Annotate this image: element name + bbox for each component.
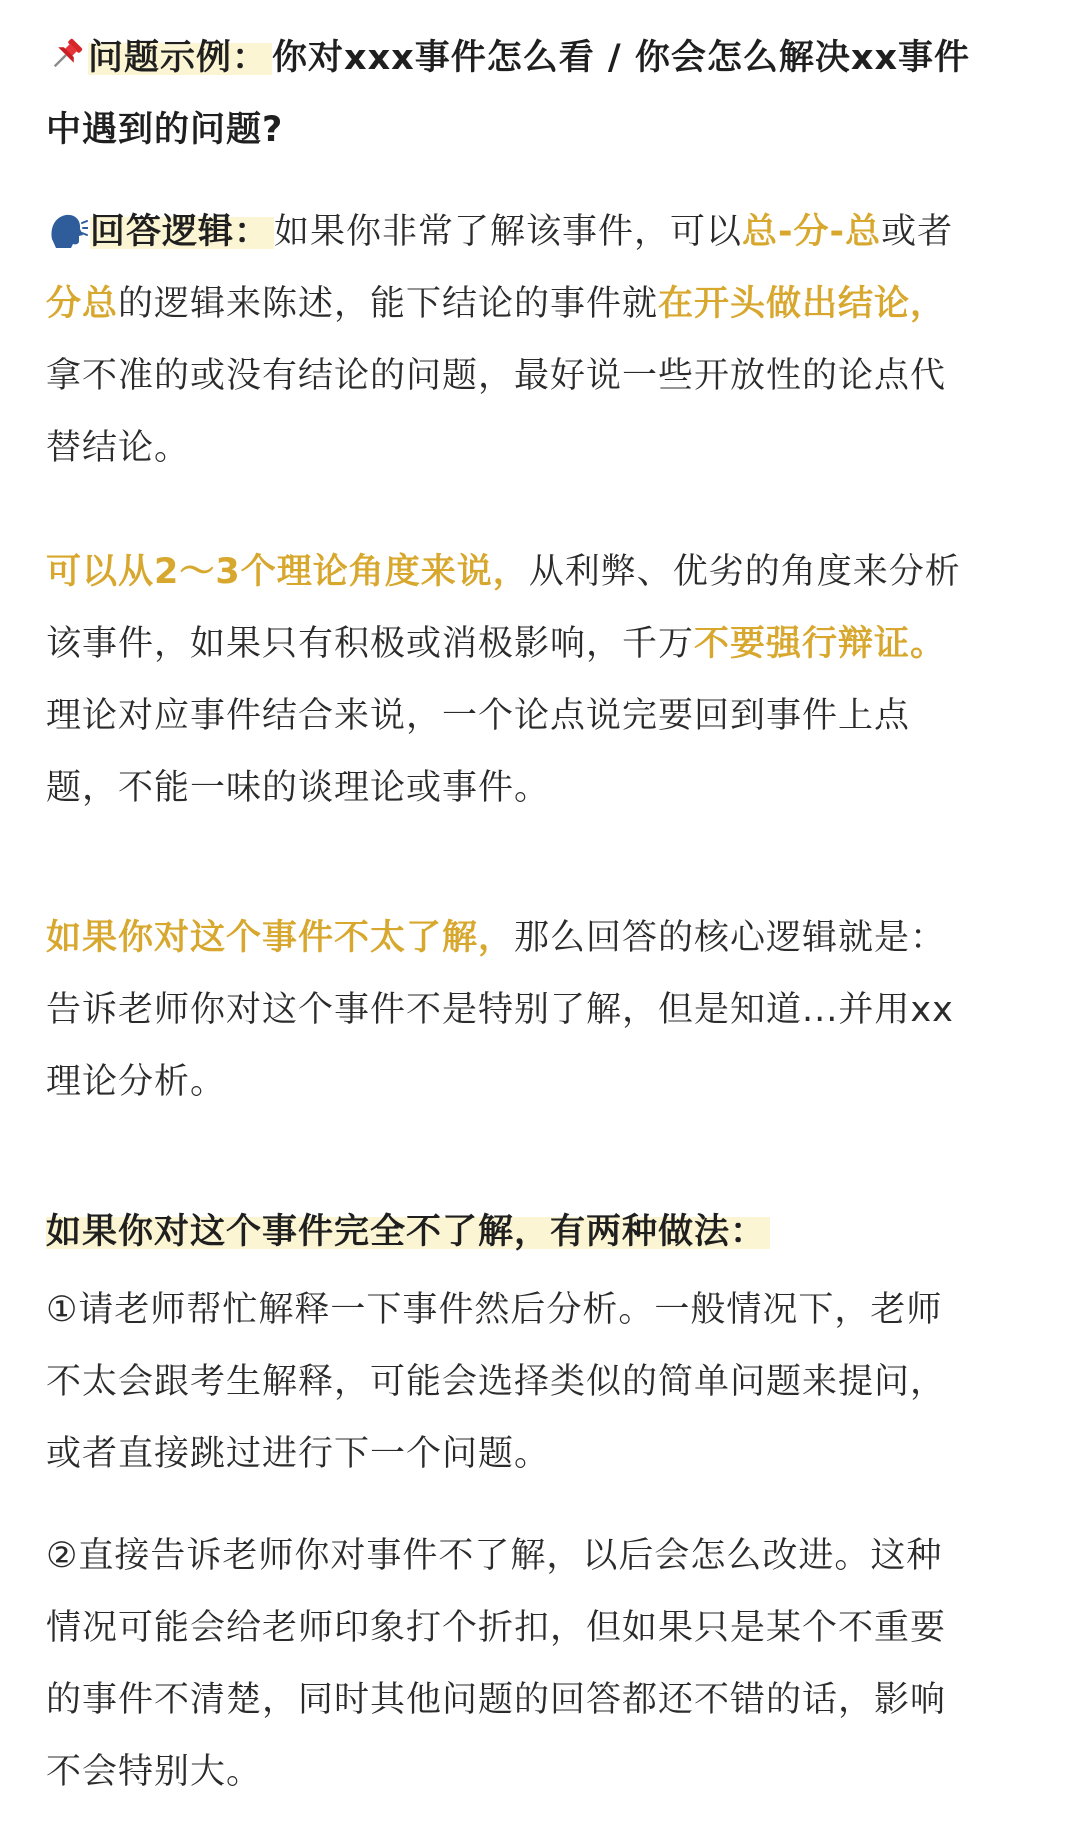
- theory-text-2a: 该事件，如果只有积极或消极影响，千万: [46, 624, 695, 664]
- theory-emphasis-angles: 可以从2～3个理论角度来说，: [46, 552, 529, 592]
- partial-line-1: [46, 902, 1036, 974]
- logic-line-4: 替结论。: [46, 428, 191, 468]
- question-text: 你对xxx事件怎么看 / 你会怎么解决xx事件: [272, 38, 971, 78]
- option1-line-1: ①请老师帮忙解释一下事件然后分析。一般情况下，老师: [46, 1290, 943, 1330]
- logic-emphasis-total-part-total: 总-分-总: [742, 212, 882, 252]
- partial-emphasis: 如果你对这个事件不太了解，: [46, 918, 515, 958]
- partial-line-3: 理论分析。: [46, 1062, 227, 1102]
- option2-line-3: 的事件不清楚，同时其他问题的回答都还不错的话，影响: [46, 1680, 947, 1720]
- question-line-1: [46, 22, 1036, 94]
- question-label: 问题示例：: [88, 38, 272, 78]
- logic-line-3: 拿不准的或没有结论的问题，最好说一些开放性的论点代: [46, 356, 947, 396]
- logic-text-2b: 的逻辑来陈述，能下结论的事件就: [118, 284, 659, 324]
- question-line-2: 中遇到的问题?: [46, 110, 284, 150]
- none-heading-line: [46, 1196, 1036, 1268]
- partial-line-2: 告诉老师你对这个事件不是特别了解，但是知道...并用xx: [46, 990, 954, 1030]
- pushpin-icon: [46, 35, 86, 75]
- logic-text-1c: 或者: [881, 212, 954, 252]
- theory-line-4: 题，不能一味的谈理论或事件。: [46, 768, 551, 808]
- logic-label: 回答逻辑：: [90, 212, 274, 252]
- logic-emphasis-conclusion: 在开头做出结论，: [658, 284, 947, 324]
- none-heading: 如果你对这个事件完全不了解，有两种做法：: [46, 1212, 770, 1252]
- theory-text-1b: 从利弊、优劣的角度来分析: [528, 552, 961, 592]
- option2-line-2: 情况可能会给老师印象打个折扣，但如果只是某个不重要: [46, 1608, 947, 1648]
- option1-line-2: 不太会跟考生解释，可能会选择类似的简单问题来提问，: [46, 1362, 947, 1402]
- theory-line-1: [46, 536, 1036, 608]
- option2-line-1: ②直接告诉老师你对事件不了解，以后会怎么改进。这种: [46, 1536, 943, 1576]
- logic-emphasis-part-total: 分总: [46, 284, 119, 324]
- logic-text-1a: 如果你非常了解该事件，可以: [274, 212, 743, 252]
- option2-line-4: 不会特别大。: [46, 1752, 263, 1792]
- option1-line-3: 或者直接跳过进行下一个问题。: [46, 1434, 551, 1474]
- theory-emphasis-no-forced-dialectic: 不要强行辩证。: [694, 624, 947, 664]
- theory-line-3: 理论对应事件结合来说，一个论点说完要回到事件上点: [46, 696, 911, 736]
- theory-line-2: [46, 608, 1036, 680]
- partial-text-1b: 那么回答的核心逻辑就是：: [514, 918, 947, 958]
- logic-line-1: [46, 196, 1036, 268]
- speaking-head-icon: [46, 209, 88, 251]
- article: [46, 22, 1036, 1808]
- logic-line-2: [46, 268, 1036, 340]
